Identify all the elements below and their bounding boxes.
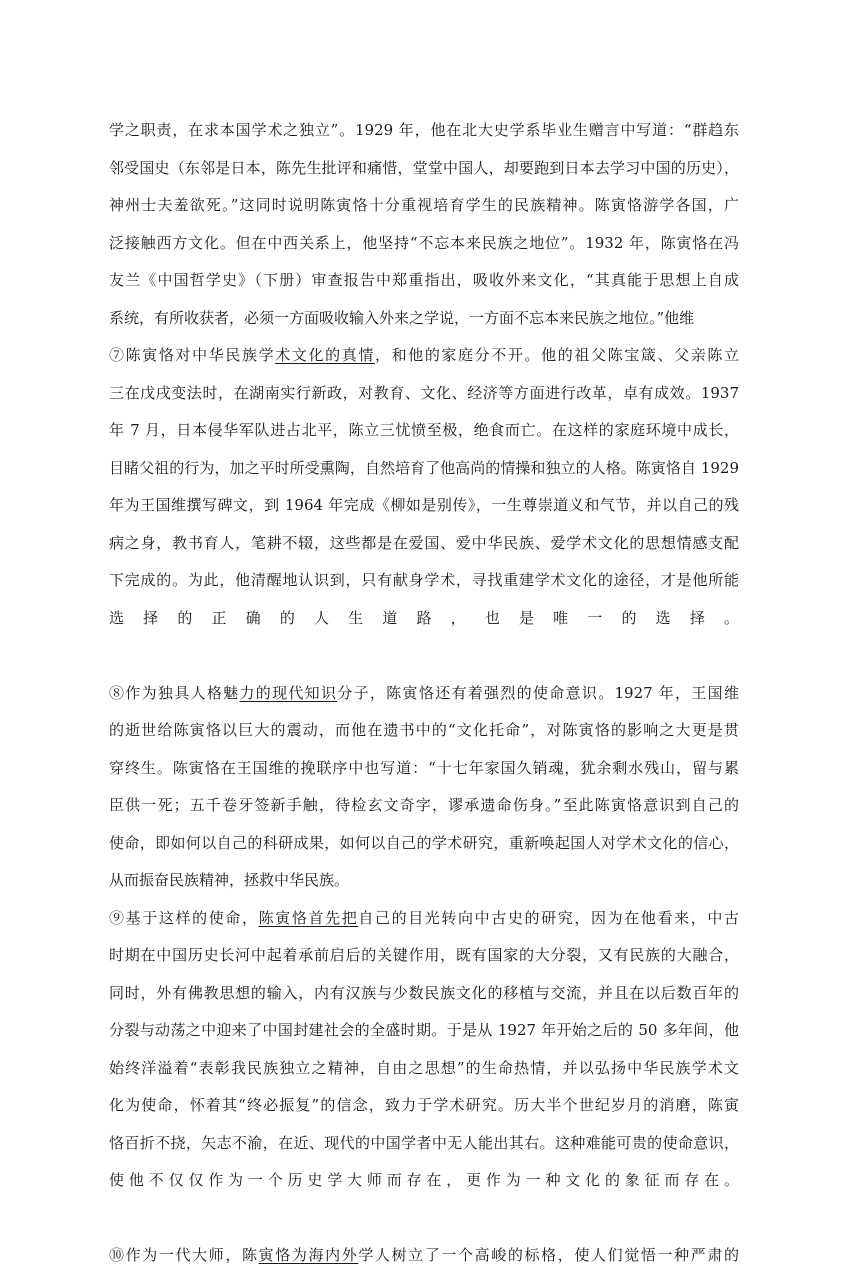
paragraph-7 [109,337,739,675]
text-line [109,1200,739,1238]
underlined-phrase: 陈寅恪首先把 [258,908,359,927]
text-line: ⑦陈寅恪对中华民族学术文化的真情，和他的家庭分不开。他的祖父陈宝箴、父亲陈立 [109,346,739,364]
paragraph-6-continuation [109,112,739,337]
paragraph-8 [109,675,739,900]
text-line: 泛接触西方文化。但在中西关系上，他坚持“不忘本来民族之地位”。1932 年，陈寅恪在冯 [109,233,739,252]
text-line: ⑧作为独具人格魅力的现代知识分子，陈寅恪还有着强烈的使命意识。1927 年，王国维 [109,683,739,702]
text-line: ⑩作为一代大师，陈寅恪为海内外学人树立了一个高峻的标格，使人们觉悟一种严肃的 [109,1246,739,1264]
text-line: 目睹父祖的行为，加之平时所受熏陶，自然培育了他高尚的情操和独立的人格。陈寅恪自 1929 [109,458,739,477]
text-line: 三在戊戌变法时，在湖南实行新政，对教育、文化、经济等方面进行改革，卓有成效。1937 [109,383,739,402]
text-line: 下完成的。为此，他清醒地认识到，只有献身学术，寻找重建学术文化的途径，才是他所能 [109,571,739,589]
text-line: 学之职责，在求本国学术之独立”。1929 年，他在北大史学系毕业生赠言中写道：“群趋东 [109,121,739,139]
text-line: 系统，有所收获者，必须一方面吸收输入外来之学说，一方面不忘本来民族之地位。”他维 [109,308,695,327]
text-line: 从而振奋民族精神，拯救中华民族。 [109,871,350,889]
text-line: 的逝世给陈寅恪以巨大的震动，而他在遗书中的“文化托命”，对陈寅恪的影响之大更是贯 [109,721,739,739]
text-line: 分裂与动荡之中迎来了中国封建社会的全盛时期。于是从 1927 年开始之后的 50 多年间，他 [109,1021,739,1039]
underlined-phrase: 力的现代知识 [239,683,338,702]
text-line: 臣供一死；五千卷牙签新手触，待检玄文奇字，谬承遗命伤身。”至此陈寅恪意识到自己的 [109,796,739,814]
text-line: ⑨基于这样的使命，陈寅恪首先把自己的目光转向中古史的研究，因为在他看来，中古 [109,908,739,927]
text-line: 邻受国史（东邻是日本，陈先生批评和痛惜，堂堂中国人，却要跑到日本去学习中国的历史）， [109,158,739,177]
text-line: 恪百折不挠，矢志不渝，在近、现代的中国学者中无人能出其右。这种难能可贵的使命意识， [109,1133,739,1152]
text-line: 化为使命，怀着其“终必振复”的信念，致力于学术研究。历大半个世纪岁月的消磨，陈寅 [109,1096,739,1114]
text-line: 神州士夫羞欲死。”这同时说明陈寅恪十分重视培育学生的民族精神。陈寅恪游学各国，广 [109,196,739,214]
article-body [109,112,739,1275]
text-line: 病之身，教书育人，笔耕不辍，这些都是在爱国、爱中华民族、爱学术文化的思想情感支配 [109,533,739,552]
underlined-phrase: 术文化的真情 [275,346,375,364]
text-line: 同时，外有佛教思想的输入，内有汉族与少数民族文化的移植与交流，并且在以后数百年的 [109,983,739,1002]
text-line: 使命，即如何以自己的科研成果，如何以自己的学术研究，重新唤起国人对学术文化的信心， [109,833,739,852]
text-line: 年为王国维撰写碑文，到 1964 年完成《柳如是别传》，一生尊崇道义和气节，并以自己的残 [109,496,739,514]
underlined-phrase: 寅恪为海内外 [258,1246,359,1264]
text-line: 友兰《中国哲学史》（下册）审查报告中郑重指出，吸收外来文化，“其真能于思想上自成 [109,271,739,289]
text-line [109,637,739,675]
paragraph-10 [109,1237,739,1275]
text-line: 年 7 月，日本侵华军队进占北平，陈立三忧愤至极，绝食而亡。在这样的家庭环境中成长， [109,421,739,439]
text-line: 使他不仅仅作为一个历史学大师而存在，更作为一种文化的象征而存在。 [109,1171,739,1189]
paragraph-9 [109,900,739,1238]
text-line: 穿终生。陈寅恪在王国维的挽联序中也写道：“十七年家国久销魂，犹余剩水残山，留与累 [109,758,739,777]
text-line: 始终洋溢着“表彰我民族独立之精神，自由之思想”的生命热情，并以弘扬中华民族学术文 [109,1058,739,1077]
text-line: 时期在中国历史长河中起着承前启后的关键作用，既有国家的大分裂，又有民族的大融合， [109,946,739,964]
text-line: 选择的正确的人生道路，也是唯一的选择。 [109,608,739,627]
